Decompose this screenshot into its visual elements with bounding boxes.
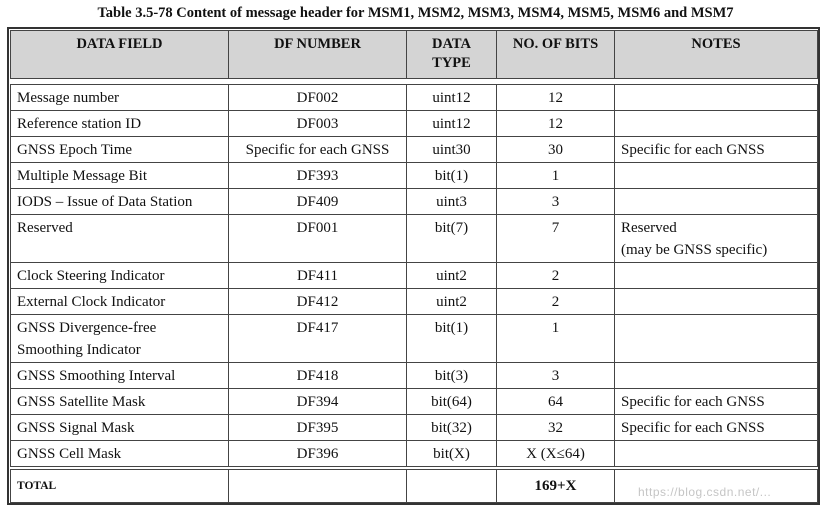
table-row <box>11 137 818 163</box>
cell-type: bit(64) <box>407 389 497 415</box>
table-row <box>11 389 818 415</box>
cell-notes <box>615 189 818 215</box>
cell-notes <box>615 163 818 189</box>
cell-type: uint30 <box>407 137 497 163</box>
cell-type: uint2 <box>407 289 497 315</box>
cell-field: Multiple Message Bit <box>11 163 229 189</box>
header-data-field: DATA FIELD <box>11 31 229 79</box>
table-row <box>11 289 818 315</box>
table-row <box>11 215 818 263</box>
cell-field: GNSS Divergence-free Smoothing Indicator <box>11 315 229 363</box>
cell-type: bit(1) <box>407 163 497 189</box>
cell-field: External Clock Indicator <box>11 289 229 315</box>
cell-notes: Reserved (may be GNSS specific) <box>615 215 818 263</box>
cell-df: Specific for each GNSS <box>229 137 407 163</box>
cell-field: Reference station ID <box>11 111 229 137</box>
cell-type: uint12 <box>407 111 497 137</box>
cell-type: uint3 <box>407 189 497 215</box>
header-notes: NOTES <box>615 31 818 79</box>
cell-field: GNSS Smoothing Interval <box>11 363 229 389</box>
total-empty-type <box>407 470 497 503</box>
cell-notes <box>615 441 818 467</box>
watermark: https://blog.csdn.net/... <box>638 485 772 499</box>
cell-notes: Specific for each GNSS <box>615 389 818 415</box>
cell-field: GNSS Cell Mask <box>11 441 229 467</box>
cell-type: uint2 <box>407 263 497 289</box>
cell-type: bit(3) <box>407 363 497 389</box>
table-row <box>11 85 818 111</box>
cell-notes <box>615 111 818 137</box>
cell-df: DF394 <box>229 389 407 415</box>
total-empty-df <box>229 470 407 503</box>
cell-type: bit(7) <box>407 215 497 263</box>
header-df-number: DF NUMBER <box>229 31 407 79</box>
table-header <box>10 30 818 79</box>
cell-notes <box>615 315 818 363</box>
header-data-type: DATA TYPE <box>407 31 497 79</box>
cell-field: Reserved <box>11 215 229 263</box>
cell-bits: 12 <box>497 111 615 137</box>
cell-df: DF003 <box>229 111 407 137</box>
cell-bits: 1 <box>497 315 615 363</box>
table-row <box>11 111 818 137</box>
cell-notes: Specific for each GNSS <box>615 415 818 441</box>
cell-bits: 2 <box>497 289 615 315</box>
cell-field: GNSS Signal Mask <box>11 415 229 441</box>
cell-type: bit(1) <box>407 315 497 363</box>
table-row <box>11 363 818 389</box>
table-row <box>11 263 818 289</box>
cell-bits: 64 <box>497 389 615 415</box>
table-row <box>11 163 818 189</box>
table-caption: Table 3.5-78 Content of message header for MSM1, MSM2, MSM3, MSM4, MSM5, MSM6 and MSM7 <box>97 5 734 21</box>
cell-type: bit(32) <box>407 415 497 441</box>
cell-df: DF412 <box>229 289 407 315</box>
table-row <box>11 189 818 215</box>
cell-bits: 32 <box>497 415 615 441</box>
cell-df: DF411 <box>229 263 407 289</box>
cell-bits: 1 <box>497 163 615 189</box>
cell-bits: 3 <box>497 363 615 389</box>
table-row <box>11 415 818 441</box>
table-body <box>10 84 818 467</box>
table-row <box>11 441 818 467</box>
cell-notes <box>615 363 818 389</box>
cell-field: Clock Steering Indicator <box>11 263 229 289</box>
cell-notes <box>615 85 818 111</box>
cell-notes: Specific for each GNSS <box>615 137 818 163</box>
cell-df: DF396 <box>229 441 407 467</box>
cell-df: DF002 <box>229 85 407 111</box>
cell-df: DF409 <box>229 189 407 215</box>
cell-bits: 30 <box>497 137 615 163</box>
cell-field: IODS – Issue of Data Station <box>11 189 229 215</box>
cell-df: DF417 <box>229 315 407 363</box>
header-no-of-bits: NO. OF BITS <box>497 31 615 79</box>
cell-bits: 3 <box>497 189 615 215</box>
cell-bits: X (X≤64) <box>497 441 615 467</box>
table-row <box>11 315 818 363</box>
cell-df: DF393 <box>229 163 407 189</box>
cell-field: Message number <box>11 85 229 111</box>
cell-df: DF001 <box>229 215 407 263</box>
cell-type: uint12 <box>407 85 497 111</box>
total-value: 169+X <box>497 470 615 503</box>
cell-notes <box>615 289 818 315</box>
total-label: TOTAL <box>11 470 229 503</box>
cell-field: GNSS Epoch Time <box>11 137 229 163</box>
cell-df: DF418 <box>229 363 407 389</box>
cell-field: GNSS Satellite Mask <box>11 389 229 415</box>
cell-bits: 7 <box>497 215 615 263</box>
cell-df: DF395 <box>229 415 407 441</box>
cell-notes <box>615 263 818 289</box>
cell-type: bit(X) <box>407 441 497 467</box>
cell-bits: 12 <box>497 85 615 111</box>
cell-bits: 2 <box>497 263 615 289</box>
